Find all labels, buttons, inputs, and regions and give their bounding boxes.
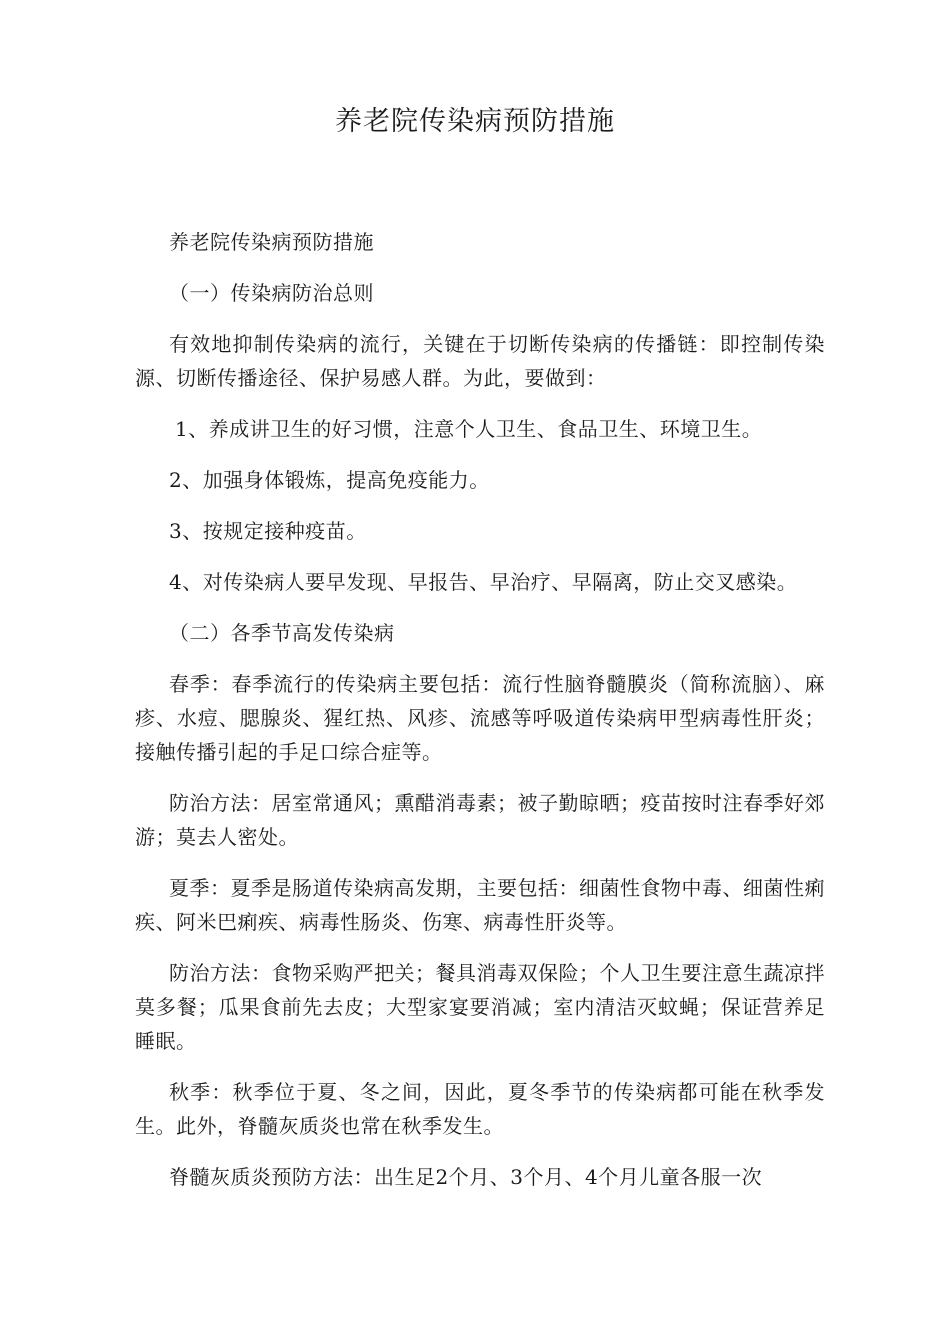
list-item: 4、对传染病人要早发现、早报告、早治疗、早隔离，防止交叉感染。 — [169, 570, 798, 594]
paragraph-section-2-heading: （二）各季节高发传染病 — [169, 621, 395, 645]
paragraph: 夏季：夏季是肠道传染病高发期，主要包括：细菌性食物中毒、细菌性痢疾、阿米巴痢疾、病毒性肠炎、伤寒、病毒性肝炎等。 — [135, 876, 825, 934]
paragraph: 脊髓灰质炎预防方法：出生足2个月、3个月、4个月儿童各服一次 — [169, 1165, 763, 1189]
paragraph: 防治方法：居室常通风；熏醋消毒素；被子勤晾晒；疫苗按时注春季好郊游；莫去人密处。 — [135, 791, 825, 849]
document-title: 养老院传染病预防措施 — [335, 106, 615, 137]
list-item: 2、加强身体锻炼，提高免疫能力。 — [169, 468, 490, 492]
paragraph: 防治方法：食物采购严把关；餐具消毒双保险；个人卫生要注意生蔬凉拌莫多餐；瓜果食前先去皮；大型家宴要消减；室内清洁灭蚊蝇；保证营养足睡眠。 — [135, 961, 825, 1053]
list-item: 3、按规定接种疫苗。 — [169, 519, 367, 543]
paragraph: 有效地抑制传染病的流行，关键在于切断传染病的传播链：即控制传染源、切断传播途径、保护易感人群。为此，要做到： — [135, 332, 825, 390]
paragraph: 春季：春季流行的传染病主要包括：流行性脑脊髓膜炎（简称流脑）、麻疹、水痘、腮腺炎、猩红热、风疹、流感等呼吸道传染病甲型病毒性肝炎；接触传播引起的手足口综合症等。 — [135, 672, 825, 764]
paragraph-section-1-heading: （一）传染病防治总则 — [169, 281, 374, 305]
paragraph: 秋季：秋季位于夏、冬之间，因此，夏冬季节的传染病都可能在秋季发生。此外，脊髓灰质炎也常在秋季发生。 — [135, 1080, 825, 1138]
list-item: 1、养成讲卫生的好习惯，注意个人卫生、食品卫生、环境卫生。 — [175, 417, 763, 441]
document-body — [135, 225, 825, 1211]
paragraph-heading: 养老院传染病预防措施 — [169, 230, 374, 254]
